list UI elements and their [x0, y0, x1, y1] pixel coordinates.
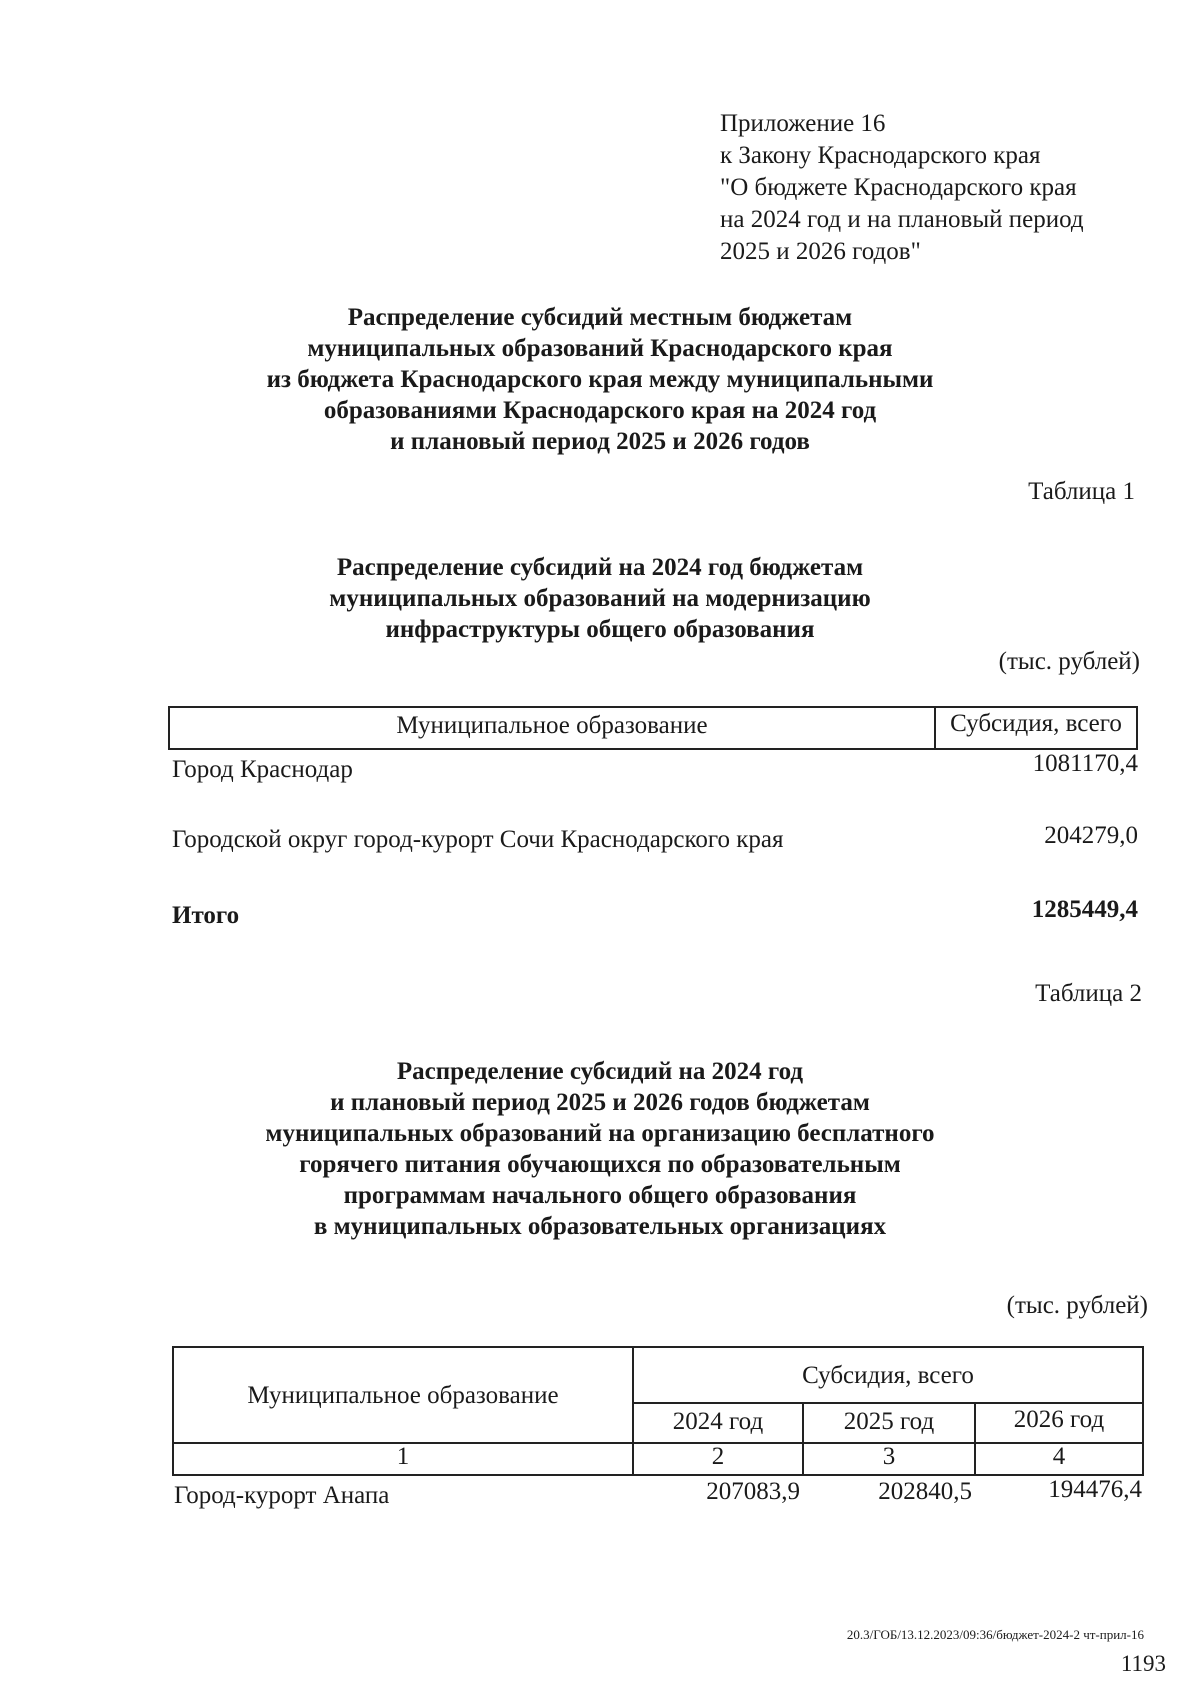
table2-row-name: Город-курорт Анапа	[174, 1482, 390, 1509]
table1-border	[1136, 706, 1138, 750]
table2-row-value: 194476,4	[1048, 1476, 1142, 1503]
appendix-line: Приложение 16	[720, 110, 886, 137]
appendix-line: 2025 и 2026 годов"	[720, 238, 921, 265]
table2-unit: (тыс. рублей)	[1006, 1292, 1148, 1319]
table1-row-name: Городской округ город-курорт Сочи Краснодарского края	[172, 826, 784, 853]
table2-border	[172, 1346, 1144, 1348]
table2-title-line: муниципальных образований на организацию бесплатного	[265, 1120, 935, 1147]
appendix-line: на 2024 год и на плановый период	[720, 206, 1084, 233]
table2-border	[1142, 1346, 1144, 1476]
document-code: 20.3/ГОБ/13.12.2023/09:36/бюджет-2024-2 чт-прил-16	[846, 1627, 1144, 1642]
table1-total-label: Итого	[172, 902, 240, 929]
main-title-line: муниципальных образований Краснодарского края	[307, 335, 893, 362]
table1-header-name: Муниципальное образование	[396, 712, 708, 739]
page-number: 1193	[1120, 1651, 1166, 1676]
appendix-line: к Закону Краснодарского края	[720, 142, 1041, 169]
main-title-line: и плановый период 2025 и 2026 годов	[390, 428, 810, 455]
table1-total-value: 1285449,4	[1031, 896, 1138, 923]
table2-column-number: 3	[882, 1443, 896, 1470]
table2-title	[150, 1056, 1050, 1242]
main-title-line: Распределение субсидий местным бюджетам	[347, 304, 853, 331]
table1-row-value: 1081170,4	[1032, 750, 1138, 777]
table1-title-line: Распределение субсидий на 2024 год бюджетам	[336, 554, 864, 581]
table1-border	[168, 706, 1138, 708]
table1-title-line: муниципальных образований на модернизацию	[329, 585, 871, 612]
appendix-line: "О бюджете Краснодарского края	[720, 174, 1077, 201]
table2-row-value: 202840,5	[878, 1478, 972, 1505]
table2-title-line: программам начального общего образования	[343, 1182, 857, 1209]
table2-header-name: Муниципальное образование	[247, 1382, 559, 1409]
table2-header-year: 2026 год	[1013, 1406, 1105, 1433]
table2-column-number: 2	[711, 1443, 725, 1470]
table1-label: Таблица 1	[1028, 478, 1135, 505]
table2-header-year: 2024 год	[672, 1408, 764, 1435]
table2-header-group: Субсидия, всего	[802, 1362, 974, 1389]
table1-title-line: инфраструктуры общего образования	[385, 616, 815, 643]
table2-title-line: Распределение субсидий на 2024 год	[396, 1058, 804, 1085]
table1-unit: (тыс. рублей)	[998, 648, 1140, 675]
table2-title-line: и плановый период 2025 и 2026 годов бюджетам	[330, 1089, 870, 1116]
table2-title-line: горячего питания обучающихся по образовательным	[299, 1151, 901, 1178]
table2-border	[632, 1402, 1144, 1404]
table2-title-line: в муниципальных образовательных организациях	[313, 1213, 887, 1240]
appendix-reference	[720, 108, 1084, 268]
table2-column-number: 1	[396, 1443, 410, 1470]
table1-border	[168, 748, 1138, 750]
main-title-line: из бюджета Краснодарского края между муниципальными	[266, 366, 934, 393]
table2-label: Таблица 2	[1035, 980, 1142, 1007]
table2-header-year: 2025 год	[843, 1408, 935, 1435]
table2-row-value: 207083,9	[706, 1478, 800, 1505]
table1-row-name: Город Краснодар	[172, 756, 353, 783]
main-title	[150, 302, 1050, 457]
table1-title	[150, 552, 1050, 645]
table2-column-number: 4	[1052, 1443, 1066, 1470]
table2-border	[172, 1474, 1144, 1476]
main-title-line: образованиями Краснодарского края на 2024 год	[323, 397, 877, 424]
table1-header-value: Субсидия, всего	[950, 710, 1122, 737]
table1-row-value: 204279,0	[1044, 822, 1138, 849]
